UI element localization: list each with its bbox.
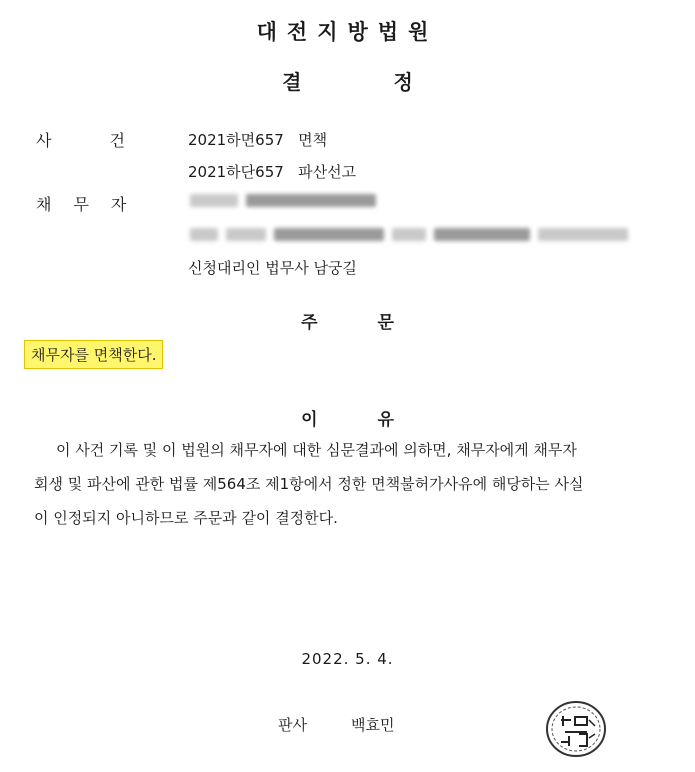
debtor-agent: 신청대리인 법무사 남궁길: [188, 259, 357, 277]
debtor-label: 채무자: [36, 195, 149, 214]
order-heading: 주문: [301, 313, 454, 333]
reason-line-1: 이 사건 기록 및 이 법원의 채무자에 대한 심문결과에 의하면, 채무자에게 채무자: [56, 441, 577, 459]
decision-date: 2022. 5. 4.: [301, 650, 394, 668]
redacted-debtor-address: [190, 227, 630, 243]
case-line-1: 2021하면657 면책: [188, 131, 328, 149]
order-text: 채무자를 면책한다.: [24, 340, 163, 369]
case-label: 사건: [36, 131, 183, 150]
court-name: 대전지방법원: [256, 20, 439, 44]
case-line-2: 2021하단657 파산선고: [188, 163, 357, 181]
judge-seal-icon: [545, 700, 607, 758]
judge-name: 백효민: [350, 716, 395, 734]
judge-signature-line: [278, 714, 394, 735]
reason-line-3: 이 인정되지 아니하므로 주문과 같이 결정한다.: [34, 509, 338, 527]
reason-line-2: 회생 및 파산에 관한 법률 제564조 제1항에서 정한 면책불허가사유에 해당하는 사실: [34, 475, 584, 493]
judge-title: 판사: [278, 716, 307, 734]
reason-heading: 이유: [301, 410, 454, 430]
redacted-debtor-name: [190, 193, 380, 209]
document-title: 결정: [282, 70, 505, 94]
